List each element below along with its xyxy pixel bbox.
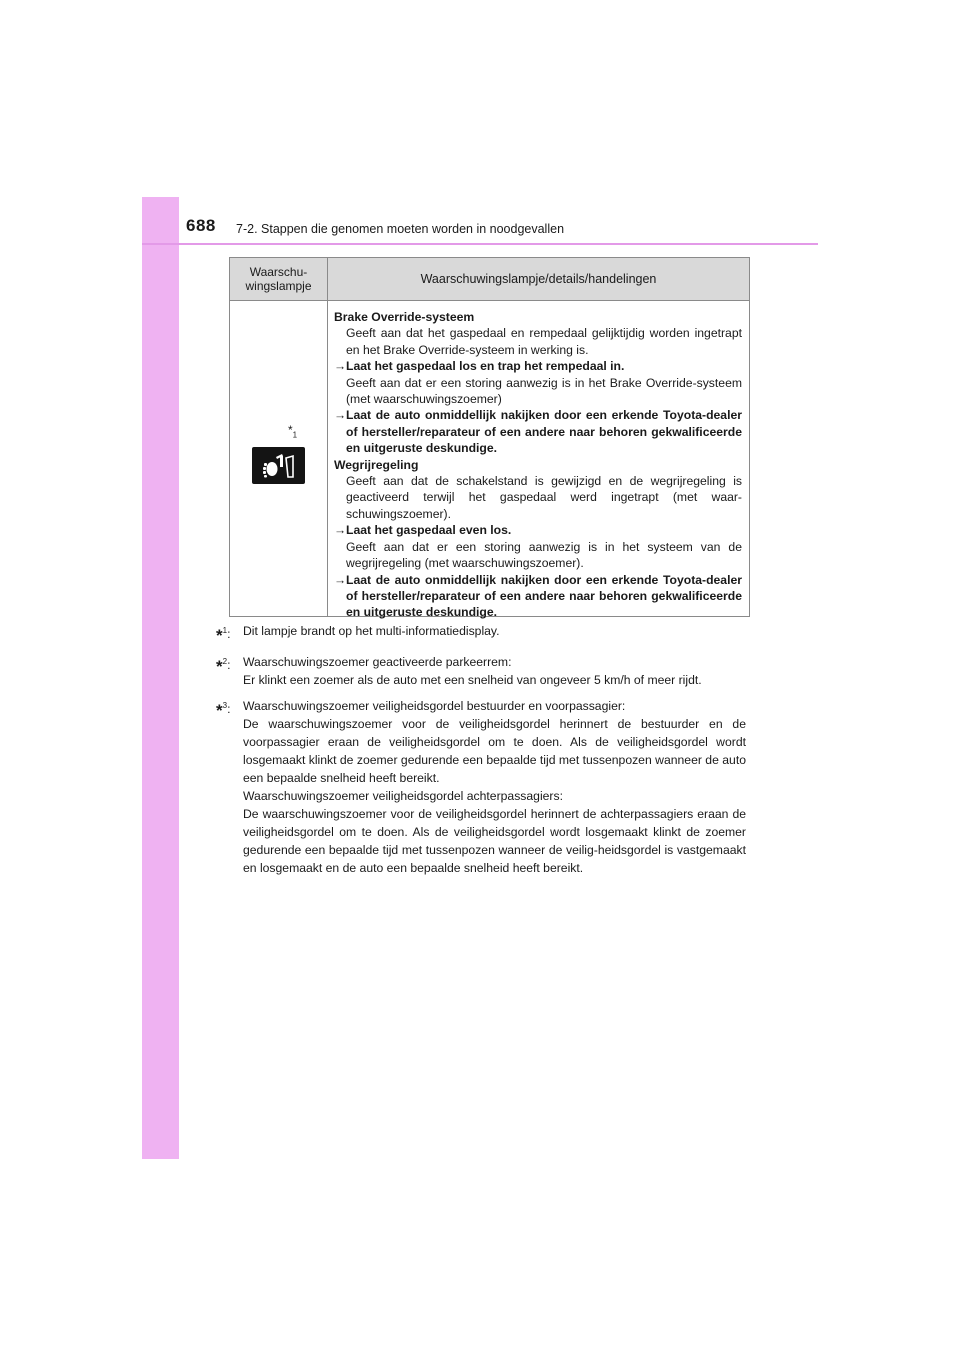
arrow-icon: → bbox=[334, 359, 347, 374]
footnote-star: * bbox=[216, 626, 223, 646]
drive-start-control-description: Geeft aan dat de schakelstand is gewijzigd en de wegrijregeling is geactiveerd terwijl het gaspedaal werd ingetrapt (met waar-schuwingszoemer). bbox=[346, 474, 742, 521]
action-text: Laat het gaspedaal even los. bbox=[346, 523, 512, 538]
footnote-star: * bbox=[216, 657, 223, 677]
action-text: Laat de auto onmiddellijk nakijken door een erkende Toyota-dealer of hersteller/reparateur of een andere naar behoren gekwalificeerde en uitgeruste deskundige. bbox=[346, 408, 742, 456]
action-line bbox=[334, 572, 742, 621]
column-header-warning-light bbox=[230, 258, 328, 300]
brake-override-malfunction: Geeft aan dat er een storing aanwezig is in het Brake Override-systeem (met waarschuwingszoemer) bbox=[346, 375, 742, 407]
brake-override-warning-icon bbox=[252, 447, 305, 484]
footnote-colon: : bbox=[227, 627, 231, 642]
footnote-number: 3 bbox=[222, 701, 228, 711]
footnote bbox=[216, 653, 746, 689]
action-line bbox=[334, 358, 742, 374]
warning-light-cell bbox=[230, 301, 328, 616]
warning-lights-table bbox=[229, 257, 750, 620]
footnote-colon: : bbox=[227, 702, 231, 717]
action-text: Laat de auto onmiddellijk nakijken door een erkende Toyota-dealer of hersteller/reparateur of een andere naar behoren gekwalificeerde en uitgeruste deskundige. bbox=[346, 572, 742, 620]
footnote-mark bbox=[216, 653, 243, 689]
action-text: Laat het gaspedaal los en trap het rempedaal in. bbox=[346, 359, 625, 374]
footnotes bbox=[216, 622, 746, 885]
footnote-text: Waarschuwingszoemer veiligheidsgordel bestuurder en voorpassagier: De waarschuwingszoemer voor de veiligheidsgordel herinnert de bestuurder en de voorpassagier eraan de veiligheidsgordel om te doen. Als de veiligheidsgordel wordt losgemaakt klinkt de zoemer gedurende een bepaalde tijd met tussenpozen wanneer de auto een bepaalde snelheid heeft bereikt. Waarschuwingszoemer veiligheidsgordel achterpassagiers: De waarschuwingszoemer voor de veiligheidsgordel herinnert de achterpassagiers eraan de veiligheidsgordel om te doen. Als de veiligheidsgordel wordt losgemaakt klinkt de zoemer gedurende een bepaalde tijd met tussenpozen wanneer de veilig-heidsgordel is vastgemaakt en losgemaakt en de auto een bepaalde snelheid heeft bereikt. bbox=[243, 699, 746, 876]
footnote-star: * bbox=[216, 701, 223, 721]
drive-start-control-malfunction: Geeft aan dat er een storing aanwezig is in het systeem van de wegrijregeling (met waarschuwingszoemer). bbox=[346, 539, 742, 571]
table-row bbox=[230, 301, 749, 620]
column-header-details bbox=[328, 258, 749, 300]
action-line bbox=[334, 407, 742, 456]
header-background bbox=[179, 197, 818, 245]
footnote bbox=[216, 622, 746, 645]
footnote-number: 2 bbox=[222, 657, 228, 667]
action-line bbox=[334, 522, 742, 538]
footnote-text: Waarschuwingszoemer geactiveerde parkeerrem: Er klinkt een zoemer als de auto met een snelheid van ongeveer 5 km/h of meer rijdt. bbox=[243, 655, 702, 688]
brake-override-description: Geeft aan dat het gaspedaal en rempedaal gelijktijdig worden ingetrapt en het Brake Override-systeem in werking is. bbox=[346, 326, 742, 357]
arrow-icon: → bbox=[334, 523, 347, 538]
footnote-marker bbox=[288, 423, 297, 439]
footnote-number: 1 bbox=[222, 626, 228, 635]
header-rule bbox=[142, 243, 818, 245]
footnote-colon: : bbox=[227, 658, 231, 673]
footnote-mark bbox=[216, 697, 243, 877]
brake-override-title: Brake Override-systeem bbox=[334, 310, 475, 324]
section-title: 7-2. Stappen die genomen moeten worden in noodgevallen bbox=[236, 222, 565, 236]
footnote-text: Dit lampje brandt op het multi-informatiedisplay. bbox=[243, 624, 500, 638]
arrow-icon: → bbox=[334, 572, 347, 587]
footnote bbox=[216, 697, 746, 877]
page-number: 688 bbox=[186, 216, 216, 235]
footnote-star: * bbox=[288, 423, 293, 437]
column-header-warning-light-label: Waarschu- wingslampje bbox=[245, 265, 312, 293]
footnote-number: 1 bbox=[292, 430, 298, 440]
footnote-mark bbox=[216, 622, 243, 645]
drive-start-control-title: Wegrijregeling bbox=[334, 457, 419, 472]
column-header-details-label: Waarschuwingslampje/details/handelingen bbox=[420, 272, 657, 286]
arrow-icon: → bbox=[334, 408, 347, 423]
chapter-side-tab bbox=[142, 197, 179, 1159]
details-cell bbox=[328, 301, 749, 620]
table-header bbox=[230, 258, 749, 301]
